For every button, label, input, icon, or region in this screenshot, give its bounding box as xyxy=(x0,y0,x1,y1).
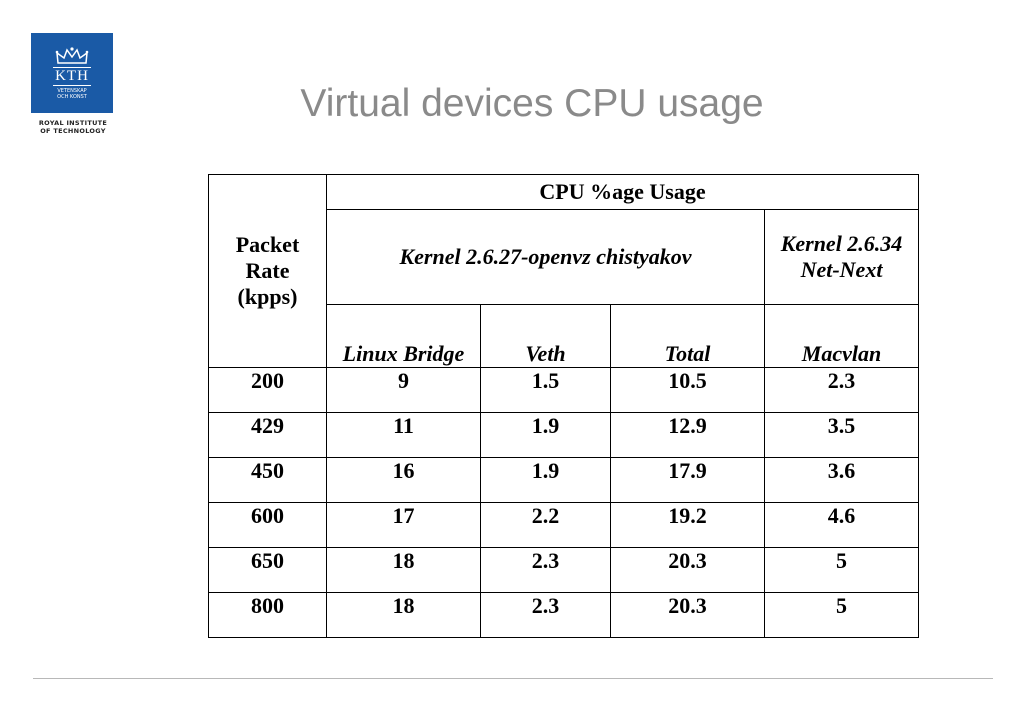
cell-macvlan: 4.6 xyxy=(765,503,919,548)
cell-bridge: 9 xyxy=(327,368,481,413)
cell-total: 19.2 xyxy=(611,503,765,548)
cell-bridge: 17 xyxy=(327,503,481,548)
footer-divider xyxy=(33,678,993,679)
cell-bridge: 11 xyxy=(327,413,481,458)
logo-caption-line: ROYAL INSTITUTE xyxy=(38,119,108,127)
logo-wordmark: KTH xyxy=(55,67,89,84)
cell-total: 20.3 xyxy=(611,593,765,638)
cell-bridge: 18 xyxy=(327,548,481,593)
table-row xyxy=(209,368,919,413)
cell-total: 17.9 xyxy=(611,458,765,503)
cell-rate: 650 xyxy=(209,548,327,593)
header-total: Total xyxy=(611,305,765,368)
cell-veth: 2.3 xyxy=(481,593,611,638)
cell-bridge: 16 xyxy=(327,458,481,503)
cell-macvlan: 5 xyxy=(765,593,919,638)
slide-title: Virtual devices CPU usage xyxy=(300,82,764,125)
cell-rate: 600 xyxy=(209,503,327,548)
header-kernel-netnext: Kernel 2.6.34 Net-Next xyxy=(765,210,919,305)
header-veth: Veth xyxy=(481,305,611,368)
cell-macvlan: 2.3 xyxy=(765,368,919,413)
table-row xyxy=(209,503,919,548)
header-packet-rate: Packet Rate (kpps) xyxy=(209,175,327,368)
header-cpu-usage: CPU %age Usage xyxy=(327,175,919,210)
cell-veth: 1.9 xyxy=(481,413,611,458)
cell-veth: 2.3 xyxy=(481,548,611,593)
header-macvlan: Macvlan xyxy=(765,305,919,368)
table-row xyxy=(209,413,919,458)
cell-rate: 200 xyxy=(209,368,327,413)
cell-macvlan: 3.5 xyxy=(765,413,919,458)
cell-total: 10.5 xyxy=(611,368,765,413)
cell-rate: 800 xyxy=(209,593,327,638)
header-linux-bridge: Linux Bridge xyxy=(327,305,481,368)
cell-macvlan: 5 xyxy=(765,548,919,593)
cell-total: 20.3 xyxy=(611,548,765,593)
header-kernel-openvz: Kernel 2.6.27-openvz chistyakov xyxy=(327,210,765,305)
cell-total: 12.9 xyxy=(611,413,765,458)
crown-icon xyxy=(55,47,89,65)
cell-veth: 2.2 xyxy=(481,503,611,548)
logo-caption-line: OF TECHNOLOGY xyxy=(40,127,106,135)
cell-veth: 1.5 xyxy=(481,368,611,413)
logo-motto-line: OCH KONST xyxy=(57,93,87,100)
table-row xyxy=(209,593,919,638)
cell-rate: 450 xyxy=(209,458,327,503)
logo-motto-line: VETENSKAP xyxy=(57,87,87,94)
table-row xyxy=(209,458,919,503)
cell-veth: 1.9 xyxy=(481,458,611,503)
table-row xyxy=(209,548,919,593)
cell-bridge: 18 xyxy=(327,593,481,638)
cpu-usage-table xyxy=(208,174,919,638)
cell-rate: 429 xyxy=(209,413,327,458)
cell-macvlan: 3.6 xyxy=(765,458,919,503)
